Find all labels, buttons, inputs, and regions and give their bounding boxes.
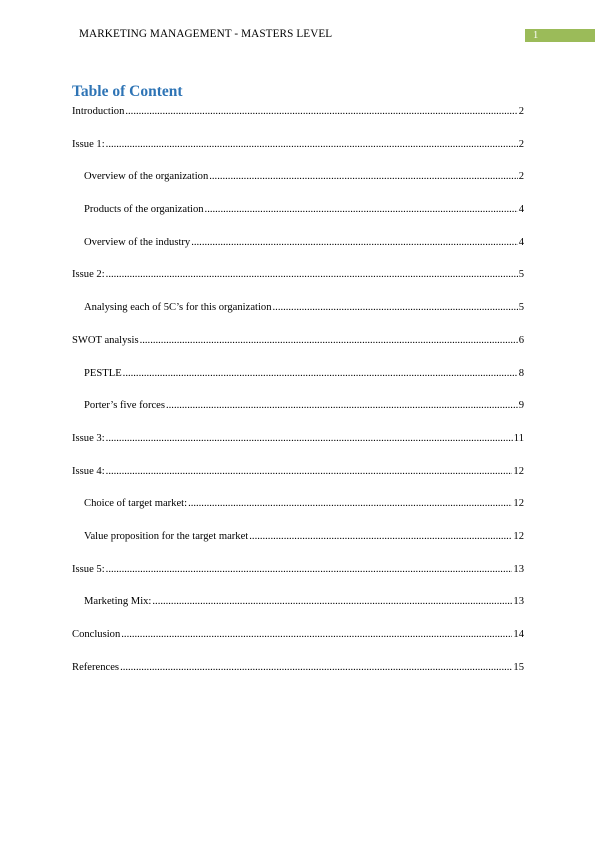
toc-entry-page: 5	[518, 302, 524, 314]
toc-entry-label: Choice of target market:	[84, 498, 188, 510]
toc-entry-page: 14	[513, 629, 524, 640]
toc-entry-page: 6	[518, 334, 524, 346]
toc-dot-leader	[152, 596, 512, 607]
toc-entry-issue-5[interactable]	[72, 564, 524, 575]
toc-entry-products-of-organization[interactable]	[72, 204, 524, 215]
toc-entry-page: 2	[518, 138, 524, 150]
toc-entry-choice-of-target-market[interactable]	[72, 498, 524, 509]
toc-dot-leader	[166, 400, 518, 411]
toc-entry-page: 11	[513, 432, 524, 444]
toc-entry-pestle[interactable]	[72, 368, 524, 379]
toc-entry-page: 2	[518, 106, 524, 117]
toc-entry-issue-4[interactable]	[72, 466, 524, 477]
running-header: MARKETING MANAGEMENT - MASTERS LEVEL	[79, 28, 333, 40]
toc-entry-issue-1[interactable]	[72, 139, 524, 150]
toc-entry-label: Issue 1:	[72, 138, 105, 150]
toc-entry-marketing-mix[interactable]	[72, 596, 524, 607]
toc-entry-page: 4	[518, 236, 524, 248]
toc-entry-page: 12	[513, 498, 524, 510]
toc-entry-page: 12	[513, 465, 524, 477]
toc-entry-page: 8	[518, 367, 524, 379]
toc-dot-leader	[205, 204, 518, 215]
toc-entry-overview-of-industry[interactable]	[72, 237, 524, 248]
toc-entry-porters-five-forces[interactable]	[72, 400, 524, 411]
toc-dot-leader	[106, 466, 513, 477]
toc-entry-introduction[interactable]	[72, 106, 524, 117]
toc-entry-page: 4	[518, 204, 524, 216]
page-number-badge	[525, 29, 595, 42]
toc-entry-page: 13	[513, 596, 524, 608]
toc-title: Table of Content	[72, 83, 183, 100]
toc-dot-leader	[106, 433, 513, 444]
toc-dot-leader	[140, 335, 518, 346]
toc-dot-leader	[209, 171, 517, 182]
toc-dot-leader	[120, 662, 512, 673]
toc-entry-label: Analysing each of 5C’s for this organization	[84, 302, 272, 314]
toc-dot-leader	[125, 106, 517, 117]
toc-dot-leader	[123, 368, 518, 379]
toc-entry-label: Issue 4:	[72, 465, 105, 477]
toc-entry-label: Issue 3:	[72, 432, 105, 444]
toc-dot-leader	[191, 237, 517, 248]
toc-entry-page: 15	[513, 661, 524, 673]
toc-dot-leader	[121, 629, 512, 640]
toc-entry-label: Value proposition for the target market	[84, 530, 249, 542]
toc-entry-value-proposition[interactable]	[72, 531, 524, 542]
toc-entry-issue-3[interactable]	[72, 433, 524, 444]
toc-entry-page: 12	[513, 530, 524, 542]
toc-entry-label: PESTLE	[84, 367, 122, 379]
toc-dot-leader	[106, 564, 513, 575]
toc-entry-label: SWOT analysis	[72, 334, 139, 346]
toc-entry-label: Products of the organization	[84, 204, 204, 216]
page-number: 1	[533, 30, 539, 41]
toc-dot-leader	[106, 269, 518, 280]
toc-dot-leader	[106, 139, 518, 150]
toc-dot-leader	[249, 531, 512, 542]
toc-entry-label: Introduction	[72, 106, 125, 117]
toc-entry-label: Overview of the industry	[84, 236, 191, 248]
toc-entry-references[interactable]	[72, 662, 524, 673]
toc-entry-page: 13	[513, 563, 524, 575]
toc-entry-label: Issue 5:	[72, 563, 105, 575]
toc-entry-label: Porter’s five forces	[84, 400, 165, 412]
table-of-contents	[72, 106, 524, 694]
toc-entry-label: Conclusion	[72, 629, 121, 640]
toc-entry-overview-of-organization[interactable]	[72, 171, 524, 182]
toc-entry-swot-analysis[interactable]	[72, 335, 524, 346]
toc-entry-conclusion[interactable]	[72, 629, 524, 640]
toc-entry-page: 5	[518, 269, 524, 281]
toc-entry-label: References	[72, 661, 120, 673]
toc-entry-issue-2[interactable]	[72, 269, 524, 280]
toc-entry-label: Issue 2:	[72, 269, 105, 281]
toc-entry-label: Overview of the organization	[84, 171, 209, 183]
toc-entry-analysing-5cs[interactable]	[72, 302, 524, 313]
toc-entry-label: Marketing Mix:	[84, 596, 152, 608]
toc-entry-page: 2	[518, 171, 524, 183]
toc-entry-page: 9	[518, 400, 524, 412]
toc-dot-leader	[188, 498, 512, 509]
toc-dot-leader	[273, 302, 518, 313]
